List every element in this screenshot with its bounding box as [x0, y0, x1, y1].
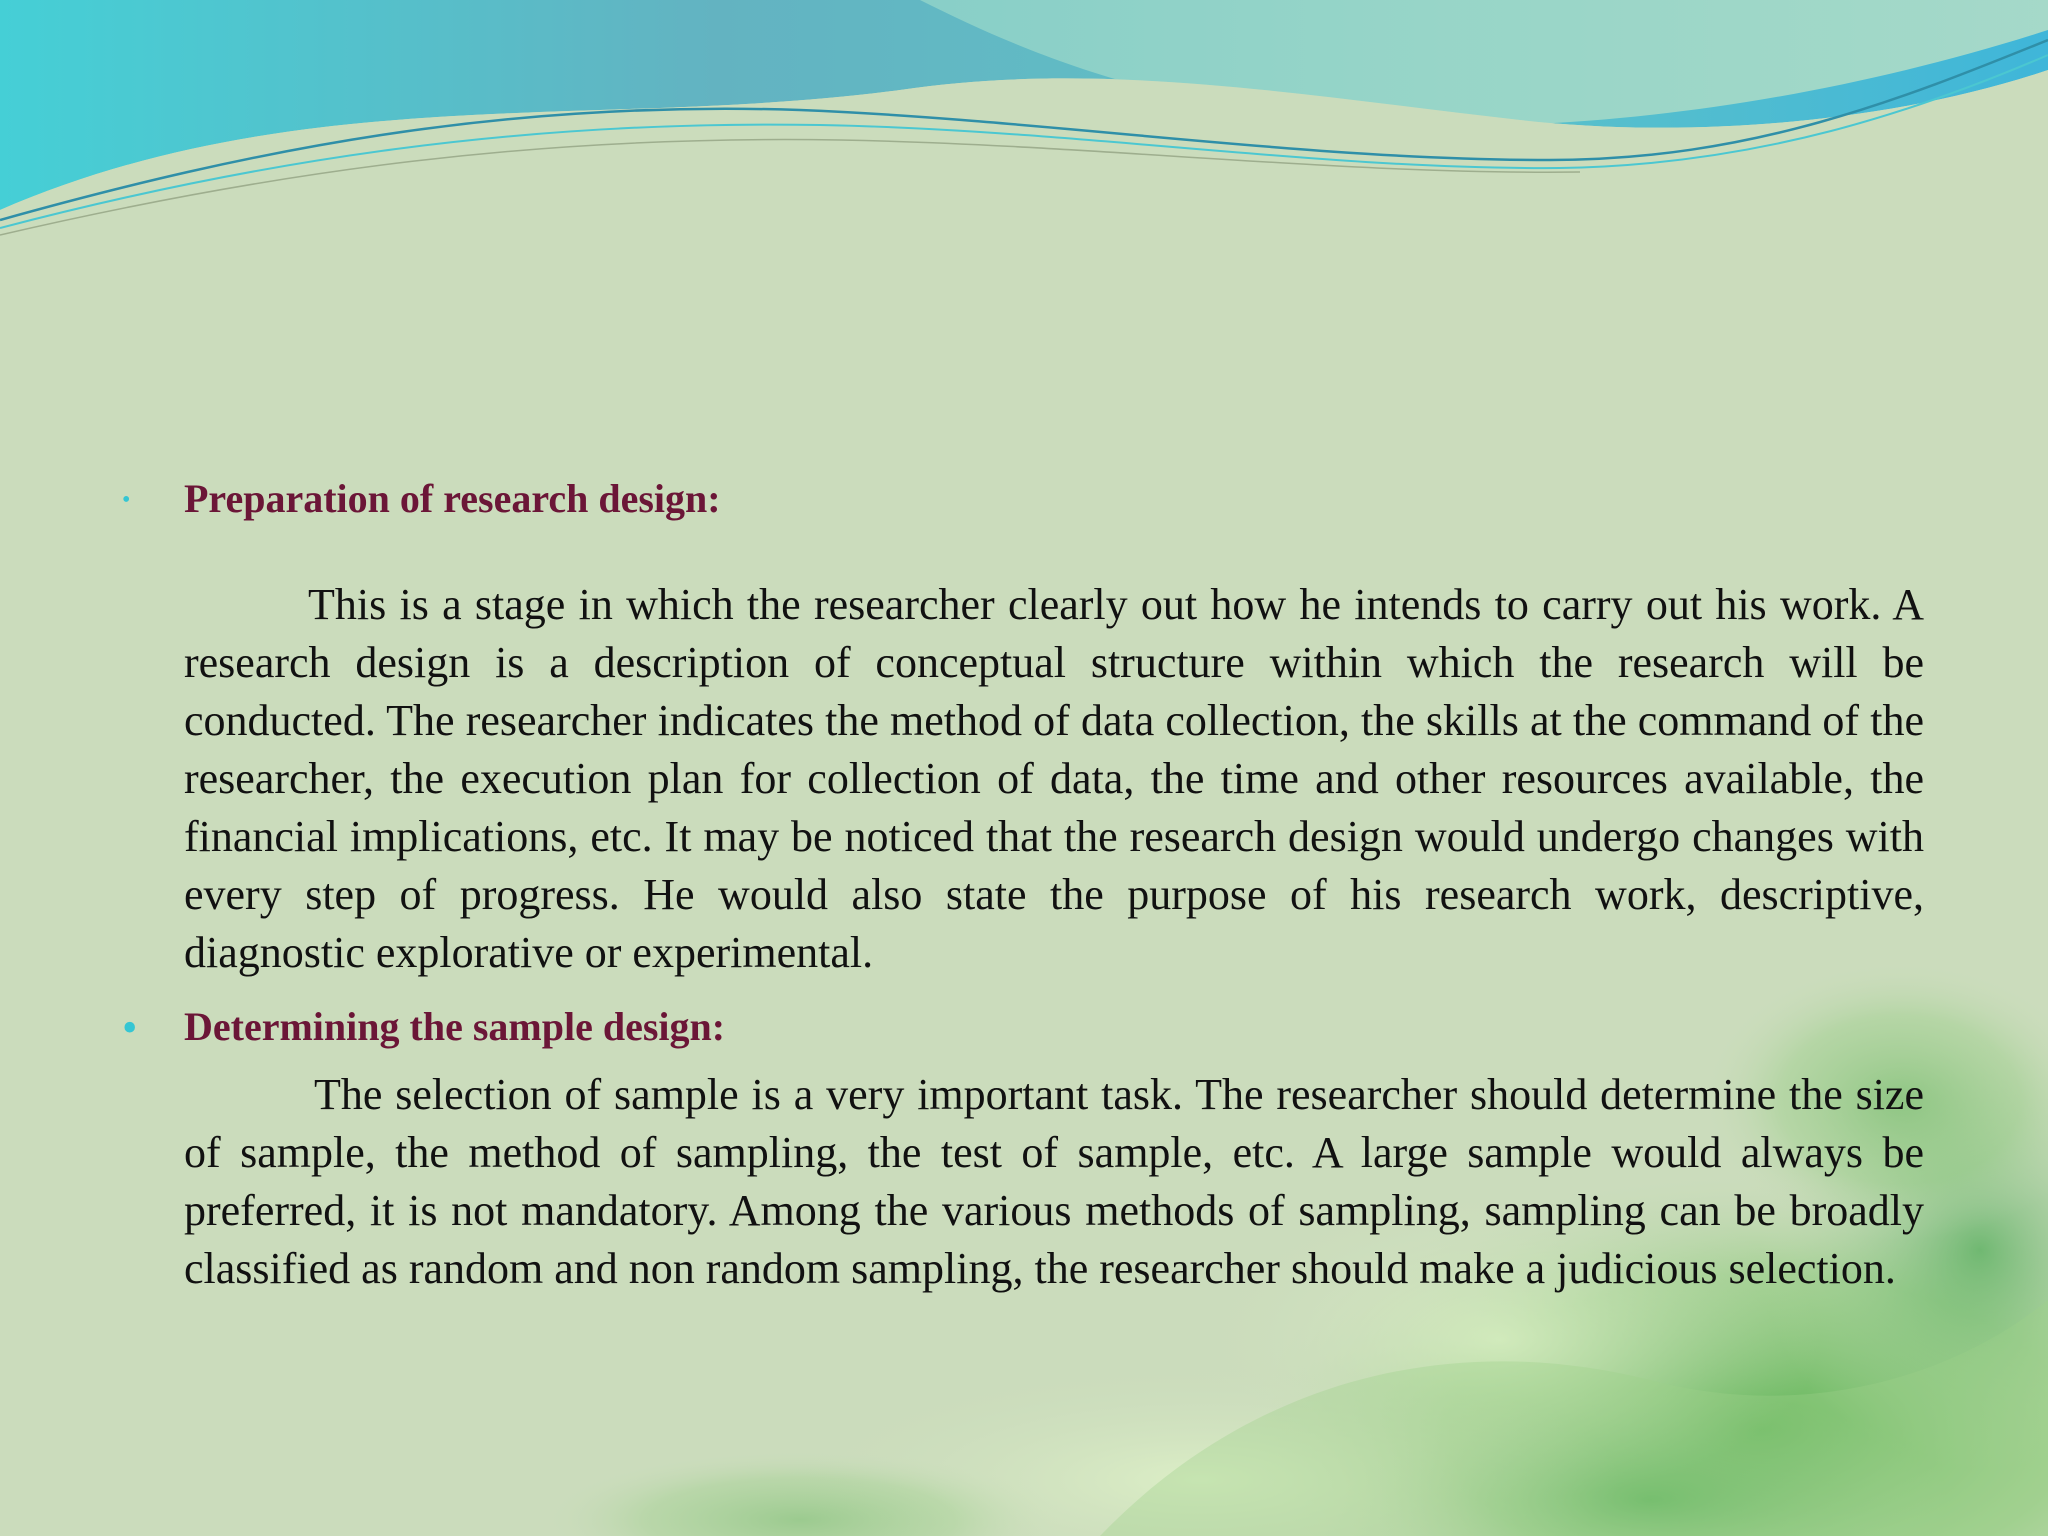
section-body-research-design [184, 576, 1924, 982]
section-heading-sample-design: Determining the sample design: [184, 1004, 726, 1049]
paragraph-text: This is a stage in which the researcher clearly out how he intends to carry out his work. A research design is a description of conceptual structure within which the research will be conducted. The researcher indicates the method of data collection, the skills at the command of the researcher, the execution plan for collection of data, the time and other resources available, the financial implications, etc. It may be noticed that the research design would undergo changes with every step of progress. He would also state the purpose of his research work, descriptive, diagnostic explorative or experimental. [184, 580, 1924, 977]
small-dot-bullet-icon: • [122, 487, 131, 513]
section-heading-research-design: Preparation of research design: [184, 476, 721, 521]
large-dot-bullet-icon: • [122, 1003, 138, 1052]
paragraph-text: The selection of sample is a very important task. The researcher should determine the size of sample, the method of sampling, the test of sample, etc. A large sample would always be preferred, it is not mandatory. Among the various methods of sampling, sampling can be broadly classified as random and non random sampling, the researcher should make a judicious selection. [184, 1070, 1924, 1293]
section-body-sample-design [184, 1066, 1924, 1298]
